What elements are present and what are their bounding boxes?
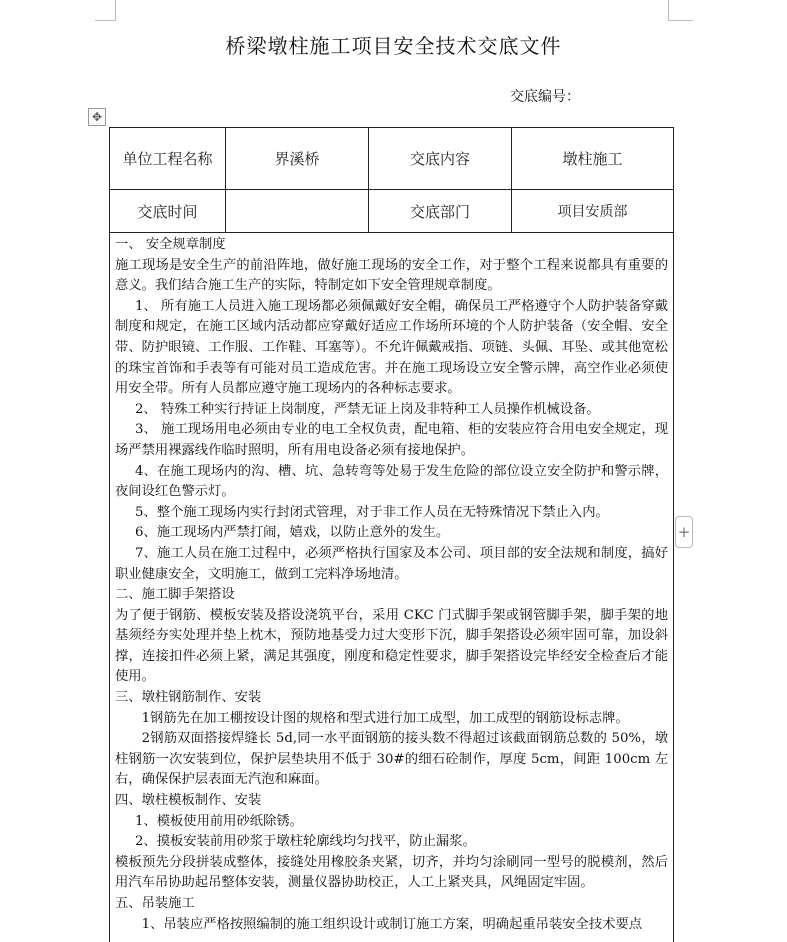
table-move-handle-icon[interactable]: ✥ bbox=[88, 108, 106, 126]
list-item: 1、吊装应严格按照编制的施工组织设计或制订施工方案，明确起重吊装安全技术要点 bbox=[141, 916, 643, 932]
unit-project-value[interactable]: 界溪桥 bbox=[226, 128, 369, 189]
disclosure-table bbox=[109, 127, 674, 942]
list-item: 5、整个施工现场内实行封闭式管理，对于非工作人员在无特殊情况下禁止入内。 bbox=[134, 504, 609, 520]
page-corner-mark-right bbox=[668, 0, 693, 21]
section-heading-safety-rules: 一、 安全规章制度 bbox=[115, 237, 226, 252]
list-item: 2、摸板安装前用砂浆于墩柱轮廓线均匀找平，防止漏浆。 bbox=[134, 834, 476, 850]
list-item: 1、模板使用前用砂纸除锈。 bbox=[134, 813, 303, 829]
list-item: 7、施工人员在施工过程中，必须严格执行国家及本公司、项目部的安全法规和制度，搞好职业健康安全，文明施工，做到工完料净场地清。 bbox=[115, 545, 668, 582]
section-heading-hoisting: 五、吊装施工 bbox=[115, 896, 195, 911]
list-item: 2、 特殊工种实行持证上岗制度，严禁无证上岗及非特种工人员操作机械设备。 bbox=[134, 401, 600, 417]
list-item: 3、 施工现场用电必须由专业的电工全权负责，配电箱、柜的安装应符合用电安全规定，现场严禁用裸露线作临时照明，所有用电设备必须有接地保护。 bbox=[115, 422, 668, 458]
list-item: 1钢筋先在加工棚按设计图的规格和型式进行加工成型，加工成型的钢筋设标志牌。 bbox=[141, 710, 629, 726]
disclosure-time-value[interactable] bbox=[226, 190, 369, 232]
document-title: 桥梁墩柱施工项目安全技术交底文件 bbox=[225, 34, 562, 58]
disclosure-body[interactable] bbox=[110, 233, 673, 935]
document-number-label: 交底编号： bbox=[510, 89, 580, 105]
list-item: 4、在施工现场内的沟、槽、坑、急转弯等处易于发生危险的部位设立安全防护和警示牌，夜间设红色警示灯。 bbox=[115, 463, 668, 500]
disclosure-content-value[interactable]: 墩柱施工 bbox=[562, 150, 623, 168]
paragraph: 模板预先分段拼装成整体，接缝处用橡胶条夹紧，切齐，并均匀涂刷同一型号的脱模剂，然后用汽车吊协助起吊整体安装，测量仪器协助校正，人工上紧夹具，风绳固定牢固。 bbox=[115, 854, 668, 891]
disclosure-department-label: 交底部门 bbox=[369, 190, 512, 232]
list-item: 6、施工现场内严禁打闹，嬉戏，以防止意外的发生。 bbox=[134, 525, 450, 541]
page-corner-mark-left bbox=[95, 0, 116, 21]
disclosure-content-label: 交底内容 bbox=[369, 128, 512, 189]
disclosure-department-value[interactable]: 项目安质部 bbox=[557, 204, 628, 220]
section-heading-rebar: 三、墩柱钢筋制作、安装 bbox=[115, 690, 262, 706]
paragraph: 为了便于钢筋、模板安装及搭设浇筑平台，采用 CKC 门式脚手架或钢管脚手架，脚手架的地基须经夯实处理并垫上枕木，预防地基受力过大变形下沉，脚手架搭设必须牢固可靠，加设斜撑，连接扣件必须上紧，满足其强度，刚度和稳定性要求，脚手架搭设完毕经安全检查后才能使用。 bbox=[115, 607, 668, 685]
section-heading-scaffolding: 二、施工脚手架搭设 bbox=[115, 587, 235, 603]
table-add-column-button[interactable]: + bbox=[675, 516, 693, 548]
list-item: 1、 所有施工人员进入施工现场都必须佩戴好安全帽，确保员工严格遵守个人防护装备穿戴制度和规定，在施工区域内活动都应穿戴好适应工作场所环境的个人防护装备（安全帽、安全带、防护眼镜、工作服、工作鞋、耳塞等）。不允许佩戴戒指、项链、头佩、耳坠、或其他宽松的珠宝首饰和手表等有可能对员工造成危害。并在施工现场设立安全警示牌，高空作业必须使用安全带。所有人员都应遵守施工现场内的各种标志要求。 bbox=[115, 298, 668, 397]
paragraph: 施工现场是安全生产的前沿阵地，做好施工现场的安全工作，对于整个工程来说都具有重要的意义。我们结合施工生产的实际，特制定如下安全管理规章制度。 bbox=[115, 257, 668, 294]
unit-project-label: 单位工程名称 bbox=[110, 128, 226, 189]
info-row-unit bbox=[110, 128, 673, 190]
info-row-time bbox=[110, 190, 673, 233]
list-item: 2钢筋双面搭接焊缝长 5d,同一水平面钢筋的接头数不得超过该截面钢筋总数的 50%，墩柱钢筋一次安装到位，保护层垫块用不低于 30#的细石砼制作，厚度 5cm，间距 100cm 左右，确保保护层表面无汽泡和麻面。 bbox=[115, 731, 668, 788]
section-heading-formwork: 四、墩柱模板制作、安装 bbox=[115, 793, 262, 809]
disclosure-time-label: 交底时间 bbox=[110, 190, 226, 232]
